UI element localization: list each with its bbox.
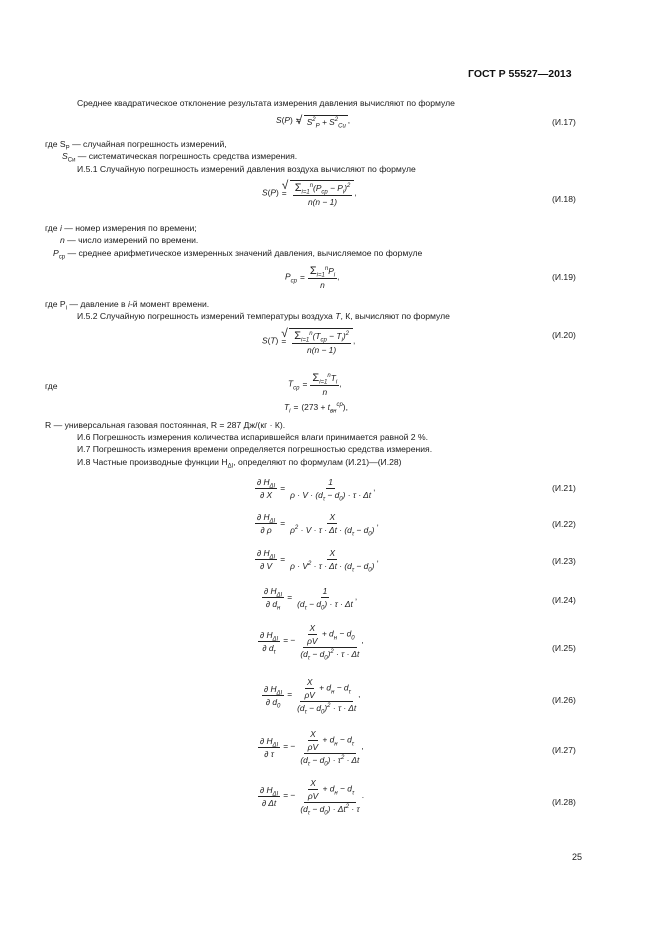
paragraph-i8: И.8 Частные производные функции $H_{\Delta I}$, определяют по формулам (И.21)—(И.28) — [77, 457, 402, 470]
page-number: 25 — [572, 852, 583, 862]
formula-23: $\frac{\partial H_{\Delta I}}{\partial V}$ = $\frac{X}{\rho \cdot V^2 \cdot \tau \cdot \Delta t \cdot (d_\tau - d_0)}$ , — [257, 548, 379, 574]
equation-number-26: (И.26) — [552, 695, 576, 705]
definition-sp: где $S_P$ — случайная погрешность измерений, — [45, 139, 227, 152]
formula-25: $\frac{\partial H_{\Delta I}}{\partial d_\tau}$ = − $\frac{X}{\rho V}$ + $d_н - d_0$ $(d_\tau - d_0)^2 \cdot \tau \cdot \Delta t$ , — [260, 623, 364, 662]
definition-r: R — универсальная газовая постоянная, R = 287 Дж/(кг · К). — [45, 420, 286, 430]
equation-number-18: (И.18) — [552, 194, 576, 204]
formula-19: $P_{ср}$ = $\frac{\Sigma_{i=1}^nP_i}{n}$ , — [285, 265, 340, 290]
formula-tcp: $T_{ср}$ = $\frac{\Sigma_{i=1}^nT_i}{n}$ , — [288, 372, 342, 397]
formula-24: $\frac{\partial H_{\Delta I}}{\partial d_н}$ = $\frac{1}{(d_\tau - d_0) \cdot \tau \cdot \Delta t}$ , — [264, 586, 358, 612]
definition-pi: где $P_i$ — давление в i-й момент времени. — [45, 299, 210, 312]
equation-number-27: (И.27) — [552, 745, 576, 755]
formula-28: $\frac{\partial H_{\Delta I}}{\partial \Delta t}$ = − $\frac{X}{\rho V}$ + $d_н - d_\tau$ $(d_\tau - d_0) \cdot \Delta t^2 \cdot \tau$ . — [260, 778, 365, 817]
formula-18: S(P) = √ $\frac{\Sigma_{i=1}^n(P_{ср} - P_i)^2}{n(n - 1)}$ , — [262, 180, 357, 207]
equation-number-24: (И.24) — [552, 595, 576, 605]
definition-ssi: $S_{Cи}$ — систематическая погрешность средства измерения. — [62, 151, 298, 164]
equation-number-20: (И.20) — [552, 330, 576, 340]
equation-number-25: (И.25) — [552, 643, 576, 653]
equation-number-19: (И.19) — [552, 272, 576, 282]
formula-26: $\frac{\partial H_{\Delta I}}{\partial d_0}$ = $\frac{X}{\rho V}$ + $d_н - d_\tau$ $(d_\tau - d_0)^2 \cdot \tau \cdot \Delta t$ , — [264, 677, 361, 716]
formula-17: S(P) =√ $S^2_P + S^2_{Cи}$, — [276, 115, 350, 127]
equation-number-17: (И.17) — [552, 117, 576, 127]
equation-number-22: (И.22) — [552, 519, 576, 529]
formula-20: S(T) = √ $\frac{\Sigma_{i=1}^n(T_{ср} - T_i)^2}{n(n - 1)}$ , — [262, 328, 355, 355]
paragraph-i51: И.5.1 Случайную погрешность измерений давления воздуха вычисляют по формуле — [77, 164, 416, 174]
equation-number-21: (И.21) — [552, 483, 576, 493]
paragraph-i6: И.6 Погрешность измерения количества испарившейся влаги принимается равной 2 %. — [77, 432, 429, 442]
document-header: ГОСТ Р 55527—2013 — [468, 68, 572, 80]
formula-22: $\frac{\partial H_{\Delta I}}{\partial \rho}$ = $\frac{X}{\rho^2 \cdot V \cdot \tau \cdot \Delta t \cdot (d_\tau - d_0)}$ , — [257, 512, 379, 538]
definition-n: n — число измерений по времени. — [60, 235, 199, 245]
where-label: где — [45, 381, 58, 391]
paragraph-i7: И.7 Погрешность измерения времени определяется погрешностью средства измерения. — [77, 444, 433, 454]
equation-number-23: (И.23) — [552, 556, 576, 566]
paragraph-intro: Среднее квадратическое отклонение результата измерения давления вычисляют по формуле — [77, 98, 455, 108]
paragraph-i52: И.5.2 Случайную погрешность измерений температуры воздуха T, К, вычисляют по формуле — [77, 311, 450, 321]
formula-27: $\frac{\partial H_{\Delta I}}{\partial \tau}$ = − $\frac{X}{\rho V}$ + $d_н - d_\tau$ $(d_\tau - d_0) \cdot \tau^2 \cdot \Delta t$ , — [260, 729, 364, 768]
formula-21: $\frac{\partial H_{\Delta I}}{\partial X}$ = $\frac{1}{\rho \cdot V \cdot (d_\tau - d_0) \cdot \tau \cdot \Delta t}$ , — [257, 477, 376, 503]
definition-i: где i — номер измерения по времени; — [45, 223, 197, 233]
equation-number-28: (И.28) — [552, 797, 576, 807]
definition-pcp: $P_{ср}$ — среднее арифметическое измеренных значений давления, вычисляемое по формуле — [53, 248, 423, 261]
formula-ti: $T_i = (273 + t_{вн}^{ср})$, — [284, 402, 348, 415]
